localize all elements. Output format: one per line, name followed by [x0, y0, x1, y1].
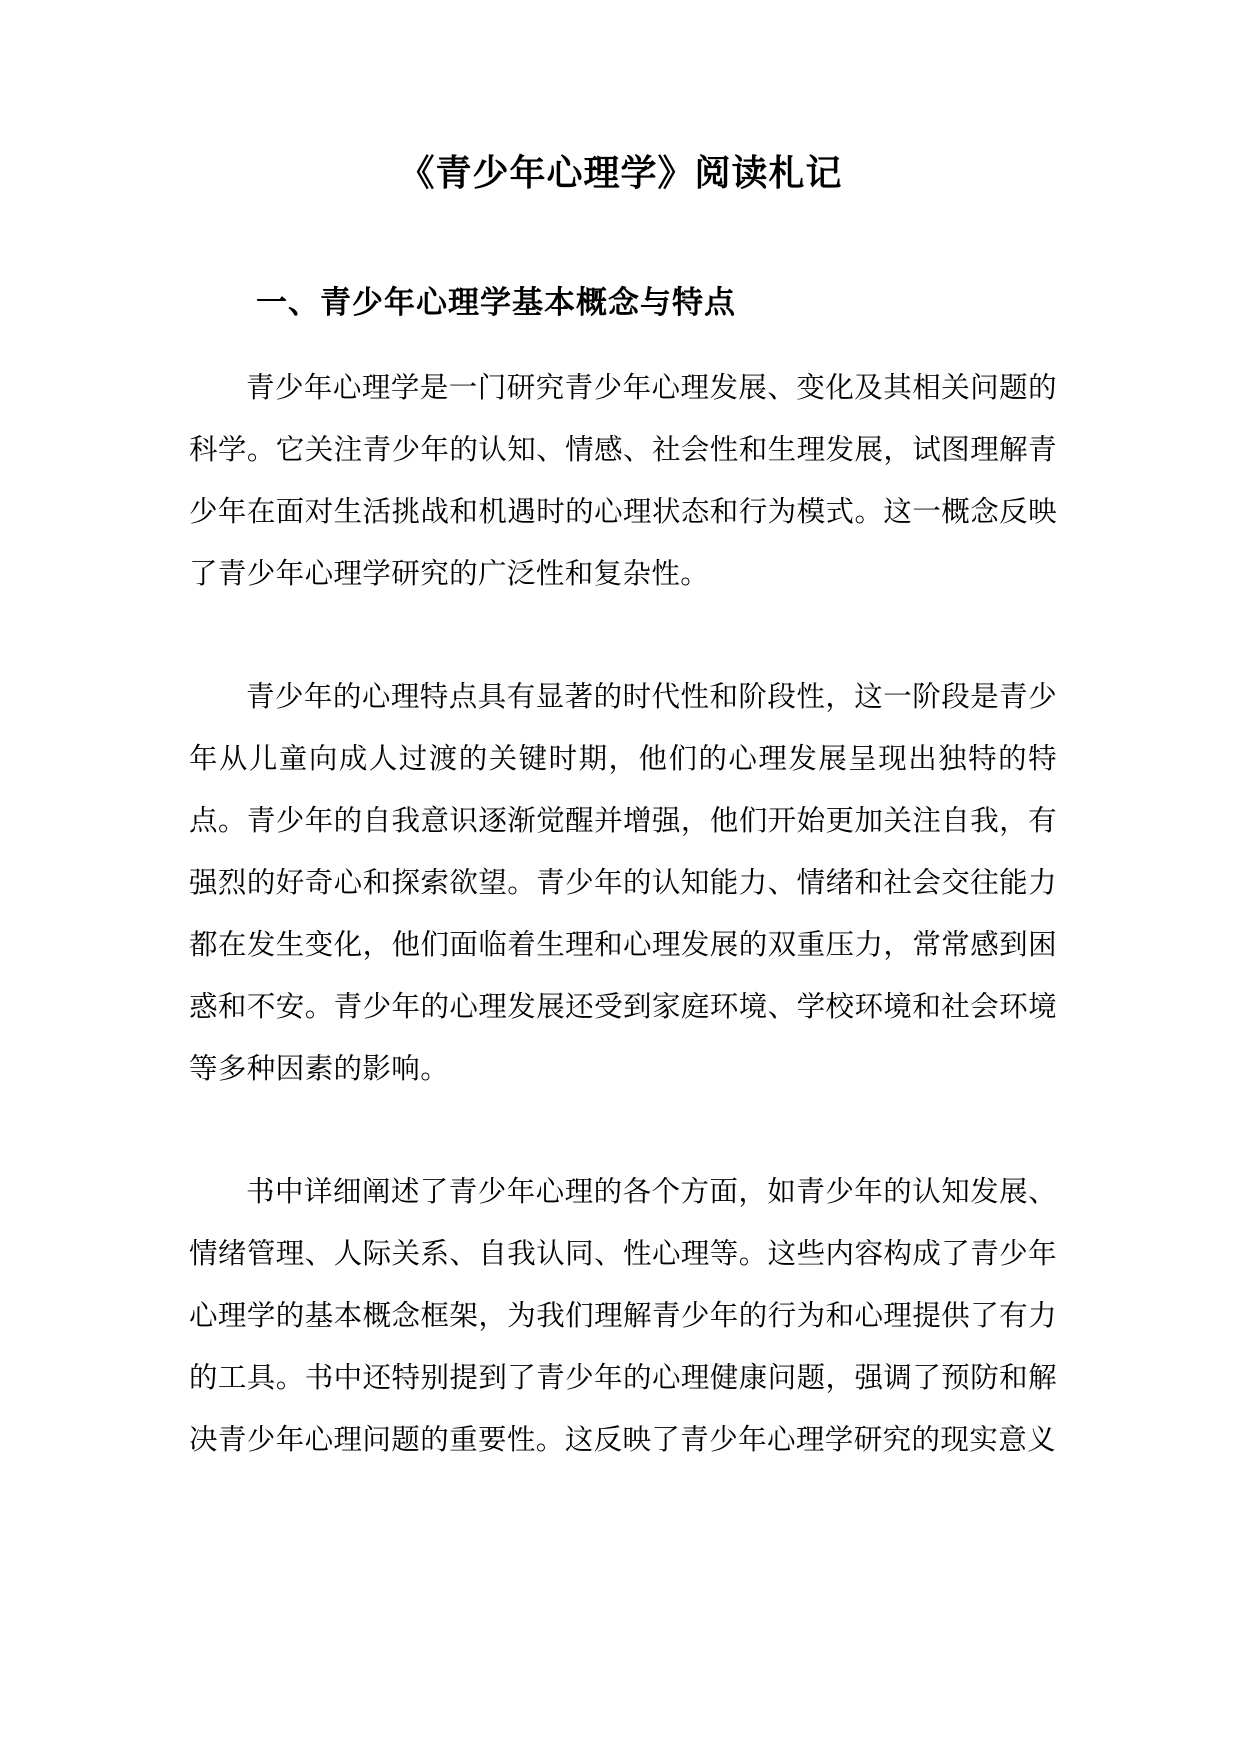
- section-body: [189, 357, 1057, 1532]
- paragraph-characteristics: 青少年的心理特点具有显著的时代性和阶段性，这一阶段是青少年从儿童向成人过渡的关键时期，他们的心理发展呈现出独特的特点。青少年的自我意识逐渐觉醒并增强，他们开始更加关注自我，有强烈的好奇心和探索欲望。青少年的认知能力、情绪和社会交往能力都在发生变化，他们面临着生理和心理发展的双重压力，常常感到困惑和不安。青少年的心理发展还受到家庭环境、学校环境和社会环境等多种因素的影响。: [189, 680, 1057, 1085]
- paragraph-definition: 青少年心理学是一门研究青少年心理发展、变化及其相关问题的科学。它关注青少年的认知、情感、社会性和生理发展，试图理解青少年在面对生活挑战和机遇时的心理状态和行为模式。这一概念反映了青少年心理学研究的广泛性和复杂性。: [189, 371, 1057, 590]
- section-heading: 一、青少年心理学基本概念与特点: [256, 285, 736, 321]
- paragraph-book-content: 书中详细阐述了青少年心理的各个方面，如青少年的认知发展、情绪管理、人际关系、自我认同、性心理等。这些内容构成了青少年心理学的基本概念框架，为我们理解青少年的行为和心理提供了有力的工具。书中还特别提到了青少年的心理健康问题，强调了预防和解决青少年心理问题的重要性。这反映了青少年心理学研究的现实意义: [189, 1175, 1057, 1456]
- document-title: 《青少年心理学》阅读札记: [398, 152, 843, 194]
